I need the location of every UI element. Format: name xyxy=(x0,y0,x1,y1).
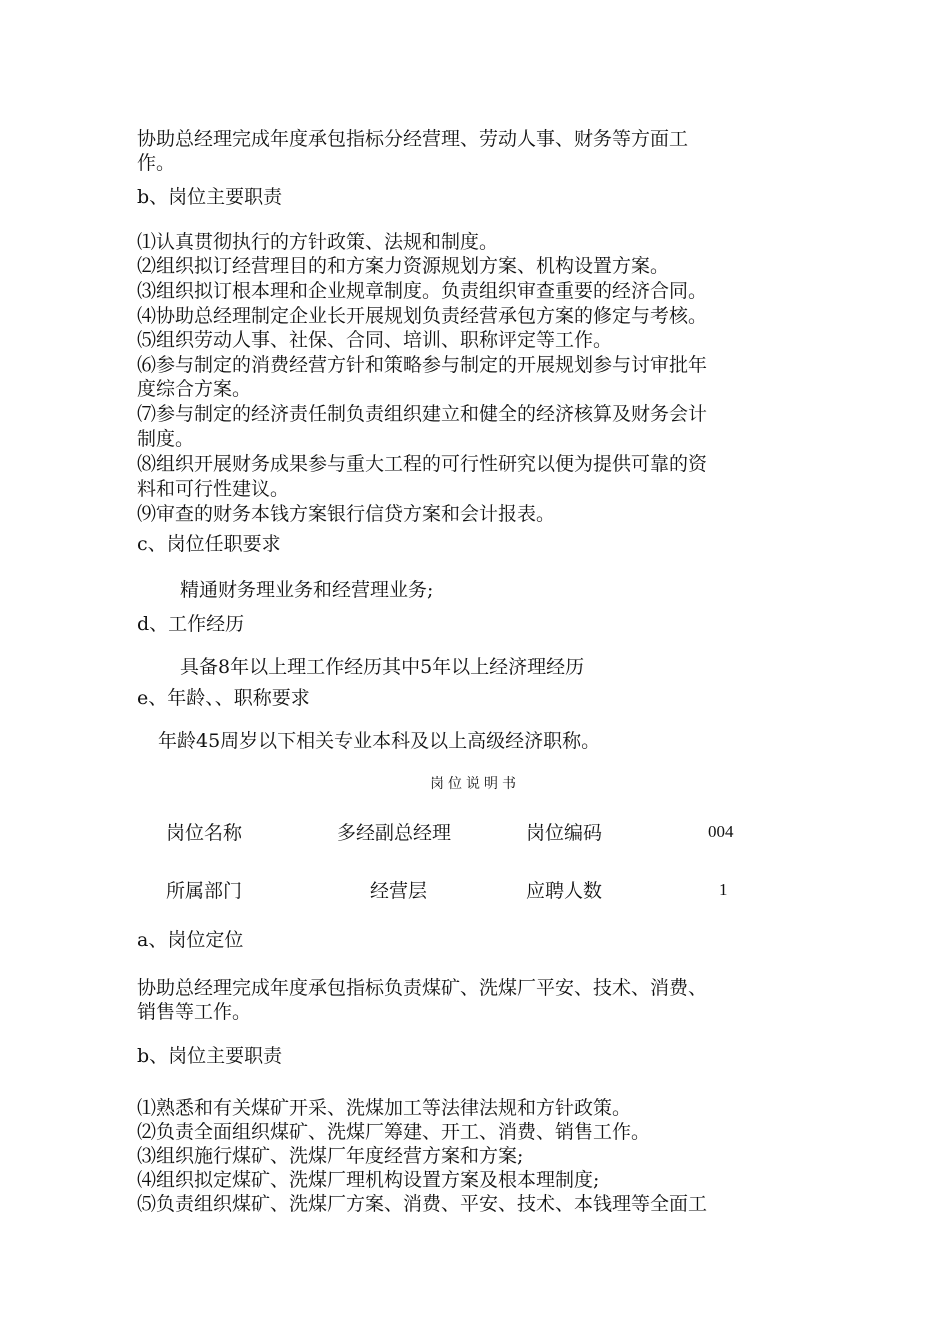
duty-item: ⑼审查的财务本钱方案银行信贷方案和会计报表。 xyxy=(137,503,556,525)
age-text: 年龄45周岁以下相关专业本科及以上高级经济职称。 xyxy=(158,730,601,752)
duty-item: ⑸负责组织煤矿、洗煤厂方案、消费、平安、技术、本钱理等全面工 xyxy=(137,1193,708,1215)
duty-item: ⑻组织开展财务成果参与重大工程的可行性研究以便为提供可靠的资 xyxy=(137,453,708,475)
duty-item: ⑵负责全面组织煤矿、洗煤厂筹建、开工、消费、销售工作。 xyxy=(137,1121,651,1143)
label-position-code: 岗位编码 xyxy=(526,822,603,844)
value-position-code: 004 xyxy=(708,822,734,841)
duty-item: ⑺参与制定的经济责任制负责组织建立和健全的经济核算及财务会计 xyxy=(137,403,708,425)
label-department: 所属部门 xyxy=(166,880,243,902)
value-position-name: 多经副总经理 xyxy=(337,822,452,844)
duty-item: ⑹参与制定的消费经营方针和策略参与制定的开展规划参与讨审批年 xyxy=(137,354,708,376)
duty-item: ⑸组织劳动人事、社保、合同、培训、职称评定等工作。 xyxy=(137,329,613,351)
experience-heading: d、工作经历 xyxy=(137,613,245,635)
label-position-name: 岗位名称 xyxy=(166,822,243,844)
duty-item: ⑴认真贯彻执行的方针政策、法规和制度。 xyxy=(137,231,499,253)
experience-text: 具备8年以上理工作经历其中5年以上经济理经历 xyxy=(180,656,585,678)
duty-item: ⑶组织拟订根本理和企业规章制度。负责组织审查重要的经济合同。 xyxy=(137,280,708,302)
duty-item-cont: 料和可行性建议。 xyxy=(137,478,290,500)
duty-item-cont: 度综合方案。 xyxy=(137,378,252,400)
duties-heading-2: b、岗位主要职责 xyxy=(137,1045,283,1067)
doc-title: 岗位说明书 xyxy=(430,776,520,792)
requirements-text: 精通财务理业务和经营理业务; xyxy=(180,579,434,601)
label-headcount: 应聘人数 xyxy=(526,880,603,902)
duty-item: ⑵组织拟订经营理目的和方案力资源规划方案、机构设置方案。 xyxy=(137,255,670,277)
value-department: 经营层 xyxy=(370,880,428,902)
positioning-heading: a、岗位定位 xyxy=(137,929,244,951)
duty-item: ⑶组织施行煤矿、洗煤厂年度经营方案和方案; xyxy=(137,1145,524,1167)
positioning-text-line1: 协助总经理完成年度承包指标负责煤矿、洗煤厂平安、技术、消费、 xyxy=(137,977,708,999)
positioning-text-line2: 销售等工作。 xyxy=(137,1001,252,1023)
duties-heading: b、岗位主要职责 xyxy=(137,186,283,208)
position-text-line1: 协助总经理完成年度承包指标分经营理、劳动人事、财务等方面工 xyxy=(137,128,689,150)
requirements-heading: c、岗位任职要求 xyxy=(137,533,281,555)
duty-item: ⑴熟悉和有关煤矿开采、洗煤加工等法律法规和方针政策。 xyxy=(137,1097,632,1119)
duty-item-cont: 制度。 xyxy=(137,428,195,450)
duty-item: ⑷组织拟定煤矿、洗煤厂理机构设置方案及根本理制度; xyxy=(137,1169,600,1191)
value-headcount: 1 xyxy=(719,880,728,899)
position-text-line2: 作。 xyxy=(137,152,176,174)
age-heading: e、年龄、、职称要求 xyxy=(137,687,310,709)
duty-item: ⑷协助总经理制定企业长开展规划负责经营承包方案的修定与考核。 xyxy=(137,305,708,327)
